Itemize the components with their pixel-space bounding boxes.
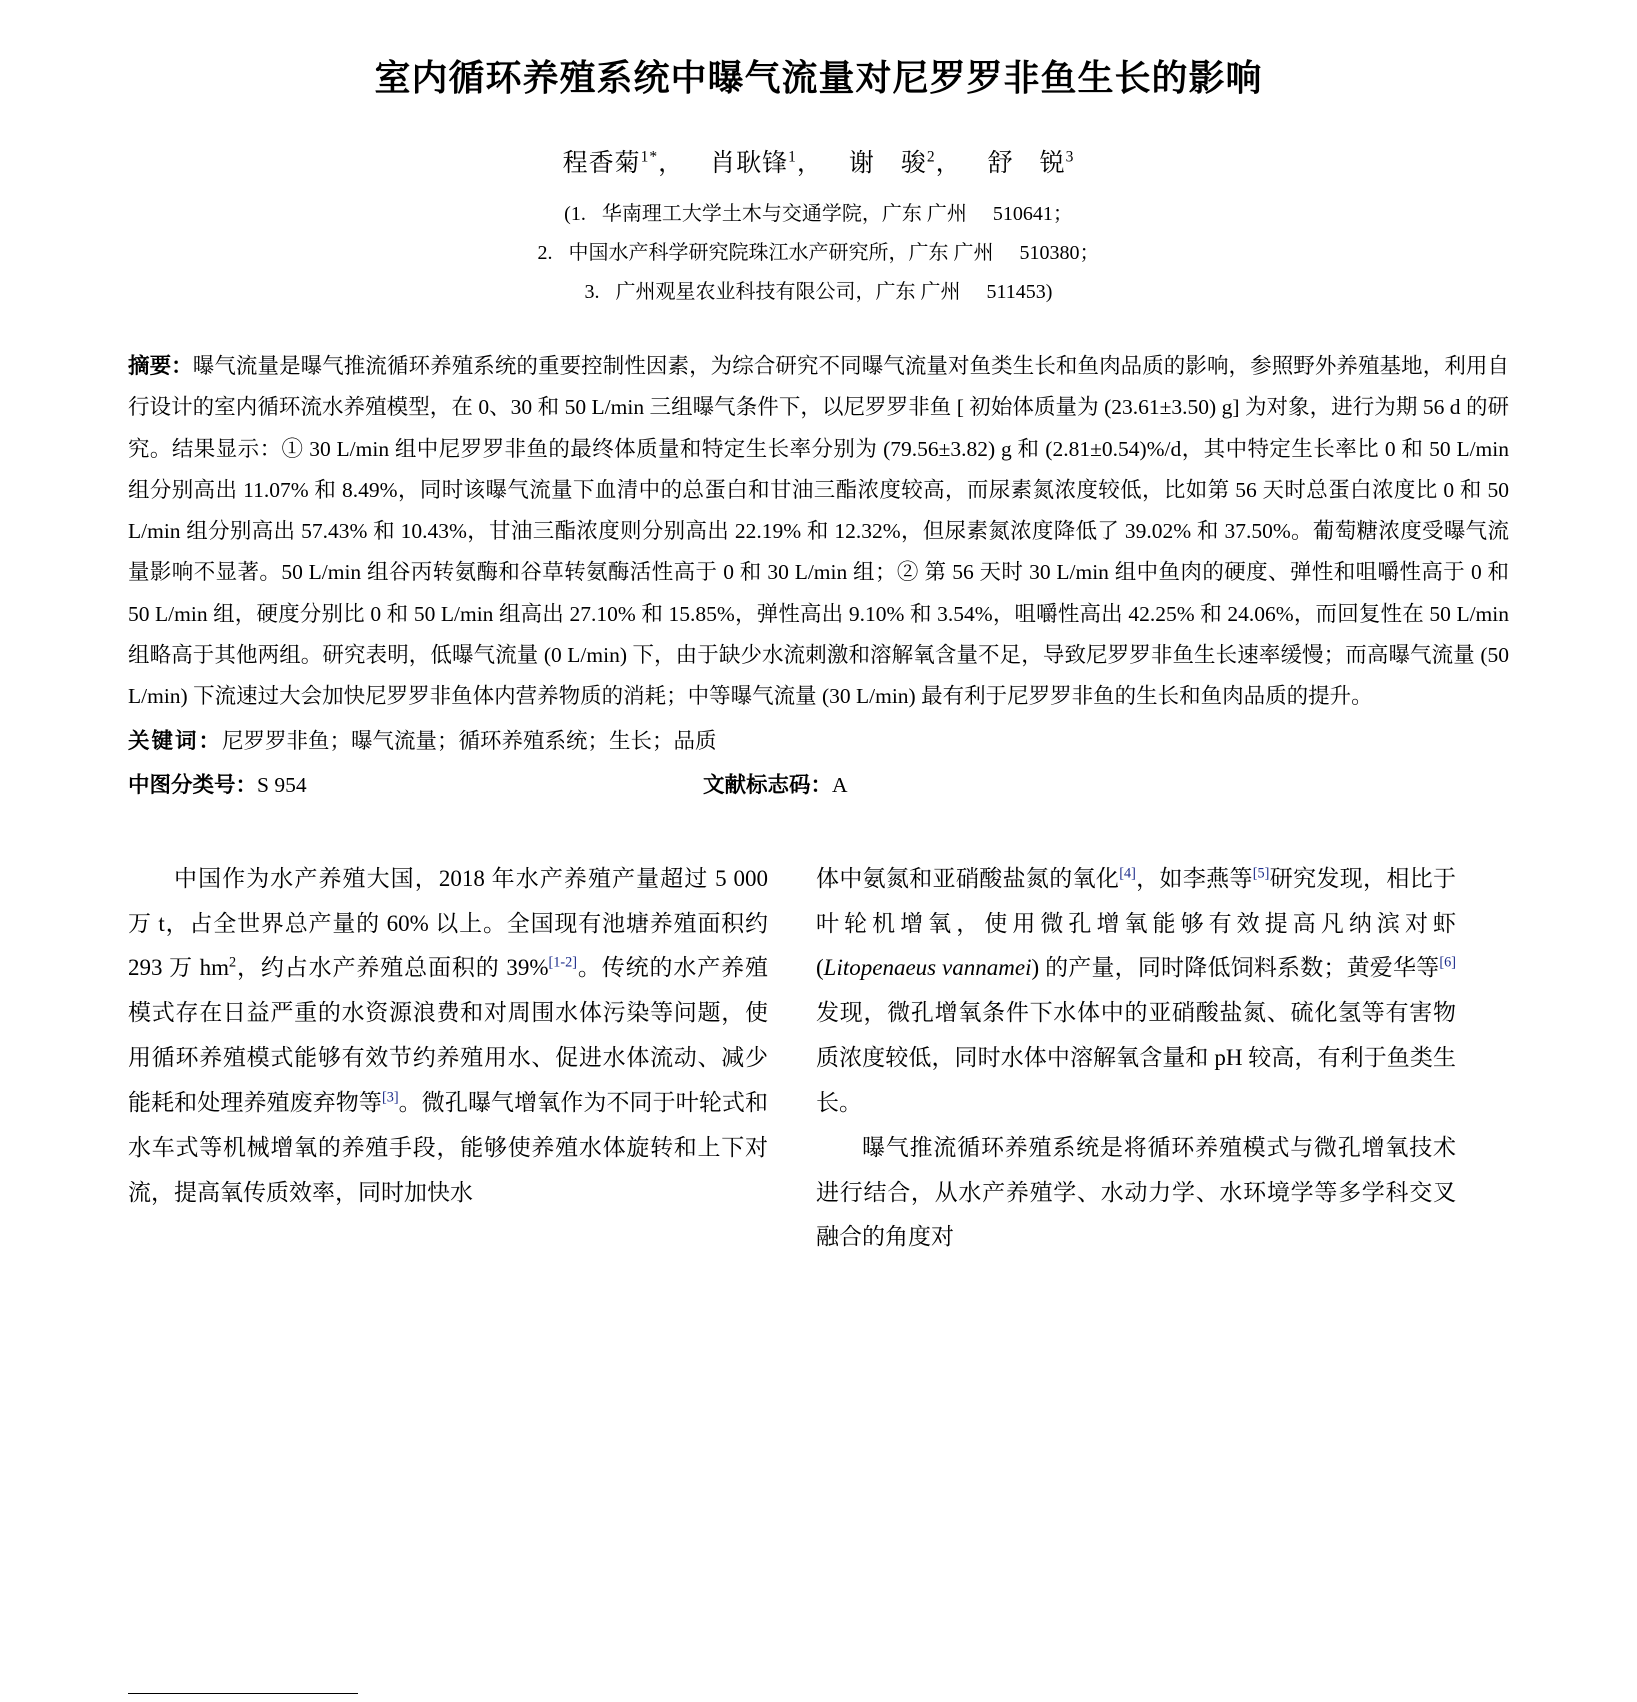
text-run: 。微孔曝气增氧作为不同于叶轮式和水车式等机械增氧的养殖手段，能够使养殖水体旋转和上下对流，提高氧传质效率，同时加快水	[128, 1089, 769, 1205]
paragraph	[128, 857, 768, 1216]
paragraph: 曝气推流循环养殖系统是将循环养殖模式与微孔增氧技术进行结合，从水产养殖学、水动力学、水环境学等多学科交叉融合的角度对	[816, 1134, 1456, 1250]
author-affil-marker: 1*	[640, 148, 659, 166]
abstract-section	[128, 346, 1509, 717]
author-entry: 肖耿锋$^1$，	[710, 148, 823, 177]
text-run: 发现，微孔增氧条件下水体中的亚硝酸盐氮、硫化氢等有害物质浓度较低，同时水体中溶解氧含量和 pH 较高，有利于鱼类生长。	[816, 1000, 1456, 1115]
page-title: 室内循环养殖系统中曝气流量对尼罗罗非鱼生长的影响	[374, 58, 1263, 99]
affiliation-index: 2.	[537, 242, 553, 264]
affiliation-index: 3.	[584, 281, 600, 303]
text-run: ，如李燕等	[1135, 865, 1253, 891]
affiliation-zip: 510641；	[992, 203, 1073, 225]
affiliation-index: (1.	[564, 203, 586, 225]
keywords-text: 尼罗罗非鱼；曝气流量；循环养殖系统；生长；品质	[222, 729, 717, 754]
paper-page	[0, 50, 1637, 1702]
affiliation-org: 华南理工大学土木与交通学院，	[601, 203, 882, 225]
text-run: 研究发现，相比于叶轮机增氧，使用微孔增氧能够有效提高凡纳滨对虾 (	[816, 865, 1457, 981]
text-run: 。传统的水产养殖模式存在日益严重的水资源浪费和对周围水体污染等问题，使用循环养殖模式能够有效节约养殖用水、促进水体流动、减少能耗和处理养殖废弃物等	[128, 955, 769, 1115]
affiliation-zip: 510380；	[1019, 242, 1100, 264]
author-affil-marker: 3	[1065, 148, 1075, 166]
keywords-label: 关键词：	[128, 729, 223, 755]
left-column	[128, 857, 768, 1261]
document-code-value: A	[832, 772, 848, 797]
clc-label: 中图分类号：	[128, 772, 258, 798]
citation-reference[interactable]: [1-2]	[548, 954, 577, 971]
footnote-divider	[128, 1693, 358, 1694]
citation-reference[interactable]: [4]	[1119, 865, 1136, 881]
species-name: Litopenaeus vannamei	[823, 955, 1032, 981]
abstract-label: 摘要：	[128, 354, 193, 379]
citation-reference[interactable]: [3]	[381, 1089, 399, 1106]
affiliation-place: 广东 广州	[881, 203, 967, 225]
keywords-section	[128, 721, 1509, 762]
body-columns	[128, 857, 1509, 1261]
author-entry	[988, 150, 1075, 177]
clc-number	[128, 765, 307, 806]
affiliation-item	[128, 273, 1509, 312]
author-entry: 谢 骏$^2$，	[848, 148, 962, 177]
author-name: 程香菊	[562, 150, 641, 177]
paragraph	[816, 857, 1456, 1126]
author-list	[128, 143, 1509, 179]
affiliation-org: 中国水产科学研究院珠江水产研究所，	[568, 242, 909, 264]
text-run: 体中氨氮和亚硝酸盐氮的氧化	[816, 865, 1120, 891]
clc-value: S 954	[257, 772, 307, 797]
abstract-text: 曝气流量是曝气推流循环养殖系统的重要控制性因素，为综合研究不同曝气流量对鱼类生长和鱼肉品质的影响，参照野外养殖基地，利用自行设计的室内循环流水养殖模型，在 0、30 和 50 L/min 三组曝气条件下，以尼罗罗非鱼 [ 初始体质量为 (23.61±3.50) g] 为对象，进行为期 56 d 的研究。结果显示：① 30 L/min 组中尼罗罗非鱼的最终体质量和特定生长率分别为 (79.56±3.82) g 和 (2.81±0.54)%/d，其中特定生长率比 0 和 50 L/min 组分别高出 11.07% 和 8.49%，同时该曝气流量下血清中的总蛋白和甘油三酯浓度较高，而尿素氮浓度较低，比如第 56 天时总蛋白浓度比 0 和 50 L/min 组分别高出 57.43% 和 10.43%，甘油三酯浓度则分别高出 22.19% 和 12.32%，但尿素氮浓度降低了 39.02% 和 37.50%。葡萄糖浓度受曝气流量影响不显著。50 L/min 组谷丙转氨酶和谷草转氨酶活性高于 0 和 30 L/min 组；② 第 56 天时 30 L/min 组中鱼肉的硬度、弹性和咀嚼性高于 0 和 50 L/min 组，硬度分别比 0 和 50 L/min 组高出 27.10% 和 15.85%，弹性高出 9.10% 和 3.54%，咀嚼性高出 42.25% 和 24.06%，而回复性在 50 L/min 组略高于其他两组。研究表明，低曝气流量 (0 L/min) 下，由于缺少水流刺激和溶解氧含量不足，导致尼罗罗非鱼生长速率缓慢；而高曝气流量 (50 L/min) 下流速过大会加快尼罗罗非鱼体内营养物质的消耗；中等曝气流量 (30 L/min) 最有利于尼罗罗非鱼的生长和鱼肉品质的提升。	[128, 354, 1509, 709]
citation-reference[interactable]: [5]	[1252, 865, 1270, 881]
affiliation-place: 广东 广州	[908, 242, 994, 264]
affiliation-org: 广州观星农业科技有限公司，	[615, 281, 876, 303]
citation-reference[interactable]: [6]	[1439, 954, 1456, 971]
text-run: ，约占水产养殖总面积的 39%	[236, 955, 549, 981]
author-affil-marker: 2	[926, 148, 936, 166]
right-column	[816, 857, 1456, 1261]
affiliation-item	[128, 195, 1509, 234]
author-name: 谢 骏	[848, 150, 927, 177]
author-name: 肖耿锋	[710, 150, 789, 177]
affiliation-zip: 511453)	[986, 281, 1053, 303]
classification-codes	[128, 765, 1509, 805]
document-code	[703, 765, 848, 806]
author-entry: 程香菊$^{1*}$，	[562, 148, 685, 177]
text-run: 中国作为水产养殖大国，2018 年水产养殖产量超过 5 000 万 t，占全世界总产量的 60% 以上。全国现有池塘养殖面积约 293 万 hm	[128, 865, 768, 981]
text-run: ) 的产量，同时降低饲料系数；黄爱华等	[1031, 955, 1440, 981]
affiliation-place: 广东 广州	[875, 281, 961, 303]
affiliation-item	[128, 234, 1509, 273]
affiliation-list	[128, 195, 1509, 312]
author-name: 舒 锐	[987, 150, 1066, 177]
author-affil-marker: 1	[788, 148, 797, 166]
unit-exponent: 2	[229, 954, 237, 971]
document-code-label: 文献标志码：	[703, 772, 833, 798]
